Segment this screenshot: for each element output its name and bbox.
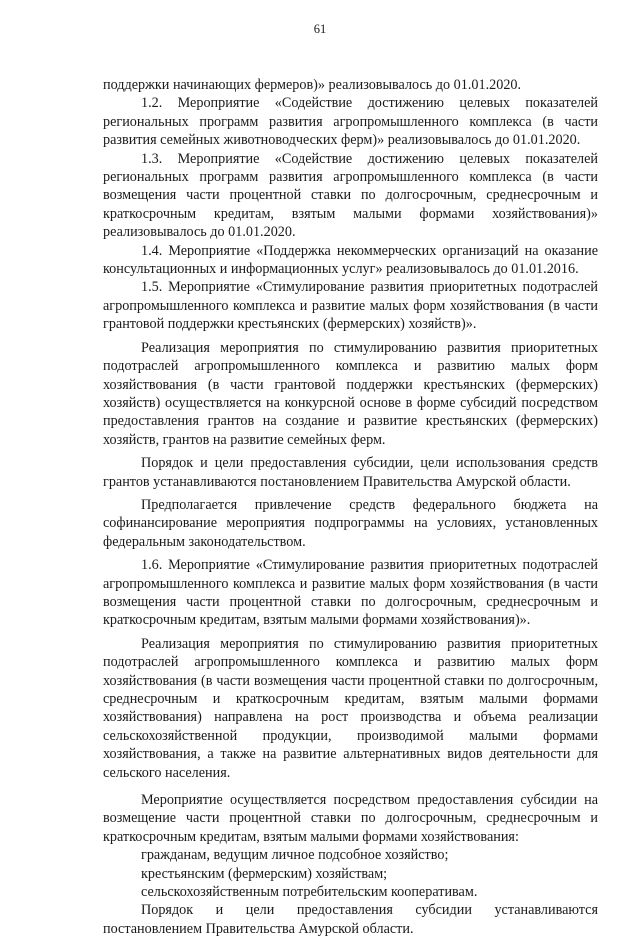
paragraph-federal-funding: Предполагается привлечение средств федерального бюджета на софинансирование мероприятия подпрограммы на условиях, установленных федеральным законодательством.: [103, 496, 598, 550]
document-body: [103, 76, 598, 938]
paragraph-measure-1-6: 1.6. Мероприятие «Стимулирование развития приоритетных подотраслей агропромышленного комплекса и развитие малых форм хозяйствования (в части возмещения части процентной ставки по долгосрочным, среднесрочным и краткосрочным кредитам, взятым малыми формами хозяйствования)».: [103, 557, 598, 629]
paragraph-interest-implementation: Реализация мероприятия по стимулированию развития приоритетных подотраслей агропромышленного комплекса и развитию малых форм хозяйствования (в части возмещения части процентной ставки по долгосрочным, среднесрочным и краткосрочным кредитам, взятым малыми формами хозяйствования) направлена на рост производства и объема реализации сельскохозяйственной продукции, производимой малыми формами хозяйствования, а также на развитие альтернативных видов деятельности для сельского населения.: [103, 635, 598, 781]
page-number: 61: [313, 22, 327, 36]
paragraph-measure-1-4: 1.4. Мероприятие «Поддержка некоммерческих организаций на оказание консультационных и информационных услуг» реализовывалось до 01.01.2016.: [103, 242, 598, 278]
paragraph-grant-implementation: Реализация мероприятия по стимулированию развития приоритетных подотраслей агропромышленного комплекса и развитию малых форм хозяйствования (в части грантовой поддержки крестьянских (фермерских) хозяйств) осуществляется на конкурсной основе в форме субсидий посредством предоставления грантов на создание и развитие крестьянских (фермерских) хозяйств, грантов на развитие семейных ферм.: [103, 339, 598, 448]
paragraph-subsidy-recipients-intro: Мероприятие осуществляется посредством предоставления субсидии на возмещение части процентной ставки по долгосрочным, среднесрочным и краткосрочным кредитам, взятым малыми формами хозяйствования:: [103, 792, 598, 845]
paragraph-measure-1-3: 1.3. Мероприятие «Содействие достижению целевых показателей региональных программ развития агропромышленного комплекса (в части возмещения части процентной ставки по долгосрочным, среднесрочным и краткосрочным кредитам, взятым малыми формами хозяйствования)» реализовывалось до 01.01.2020.: [103, 150, 598, 241]
paragraph-grant-procedure: Порядок и цели предоставления субсидии, цели использования средств грантов устанавливаются постановлением Правительства Амурской области.: [103, 455, 598, 490]
paragraph-measure-1-5: 1.5. Мероприятие «Стимулирование развития приоритетных подотраслей агропромышленного комплекса и развитие малых форм хозяйствования (в части грантовой поддержки крестьянских (фермерских) хозяйств)».: [103, 279, 598, 333]
list-item-farms: крестьянским (фермерским) хозяйствам;: [141, 865, 388, 882]
paragraph-measure-1-2: 1.2. Мероприятие «Содействие достижению целевых показателей региональных программ развития агропромышленного комплекса (в части развития семейных животноводческих ферм)» реализовывалось до 01.01.2020.: [103, 95, 598, 149]
paragraph-continuation: поддержки начинающих фермеров)» реализовывалось до 01.01.2020.: [103, 77, 522, 93]
list-item-households: гражданам, ведущим личное подсобное хозяйство;: [141, 847, 449, 864]
list-item-cooperatives: сельскохозяйственным потребительским кооперативам.: [141, 884, 478, 901]
paragraph-subsidy-procedure: Порядок и цели предоставления субсидии устанавливаются постановлением Правительства Амурской области.: [103, 902, 598, 937]
